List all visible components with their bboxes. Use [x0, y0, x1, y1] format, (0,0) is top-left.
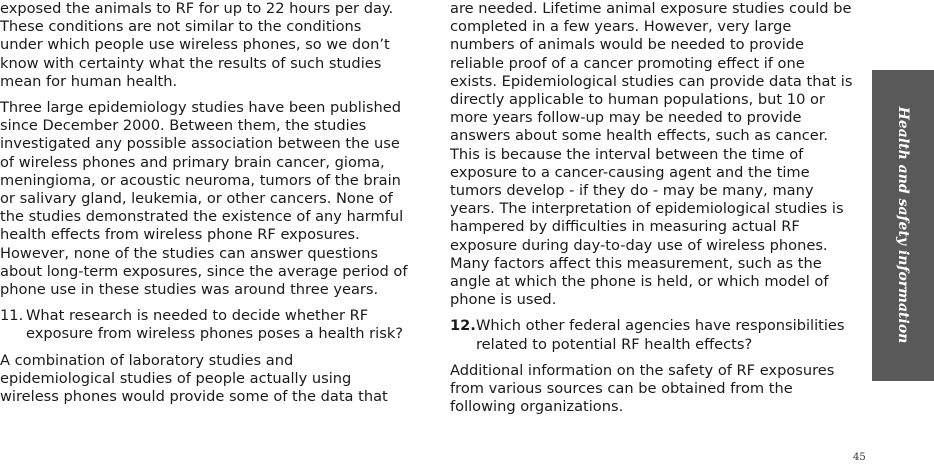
section-tab-label: Health and safety information [895, 106, 911, 344]
question-number: 11. [0, 307, 24, 325]
body-paragraph: exposed the animals to RF for up to 22 hours per day. These conditions are not similar to the conditions under which people use wireless phones, so we don’t know with certainty what the results of such studies mean for human health. [0, 0, 394, 90]
question-item [450, 317, 856, 353]
body-paragraph: Three large epidemiology studies have been published since December 2000. Between them, the studies investigated any possible association between the use of wireless phones and primary brain cancer, gioma, meningioma, or acoustic neuroma, tumors of the brain or salivary gland, leukemia, or other cancers. None of the studies demonstrated the existence of any harmful health effects from wireless phone RF exposures. However, none of the studies can answer questions about long-term exposures, since the average period of phone use in these studies was around three years. [0, 99, 408, 299]
page-number: 45 [853, 452, 866, 463]
section-tab [872, 70, 934, 381]
question-text: What research is needed to decide whether RF exposure from wireless phones poses a health risk? [26, 307, 404, 343]
question-text: Which other federal agencies have responsibilities related to potential RF health effects? [476, 317, 845, 353]
question-number: 12. [450, 317, 476, 335]
right-column [450, 0, 856, 424]
left-column [0, 0, 408, 414]
body-paragraph: Additional information on the safety of RF exposures from various sources can be obtained from the following organizations. [450, 361, 835, 416]
question-item [0, 307, 408, 343]
body-paragraph: A combination of laboratory studies and epidemiological studies of people actually using wireless phones would provide some of the data that [0, 351, 388, 406]
body-paragraph: are needed. Lifetime animal exposure studies could be completed in a few years. However, very large numbers of animals would be needed to provide reliable proof of a cancer promoting effect if one exists. Epidemiological studies can provide data that is directly applicable to human populations, but 10 or more years follow-up may be needed to provide answers about some health effects, such as cancer. This is because the interval between the time of exposure to a cancer-causing agent and the time tumors develop - if they do - may be many, many years. The interpretation of epidemiological studies is hampered by difficulties in measuring actual RF exposure during day-to-day use of wireless phones. Many factors affect this measurement, such as the angle at which the phone is held, or which model of phone is used. [450, 0, 853, 309]
